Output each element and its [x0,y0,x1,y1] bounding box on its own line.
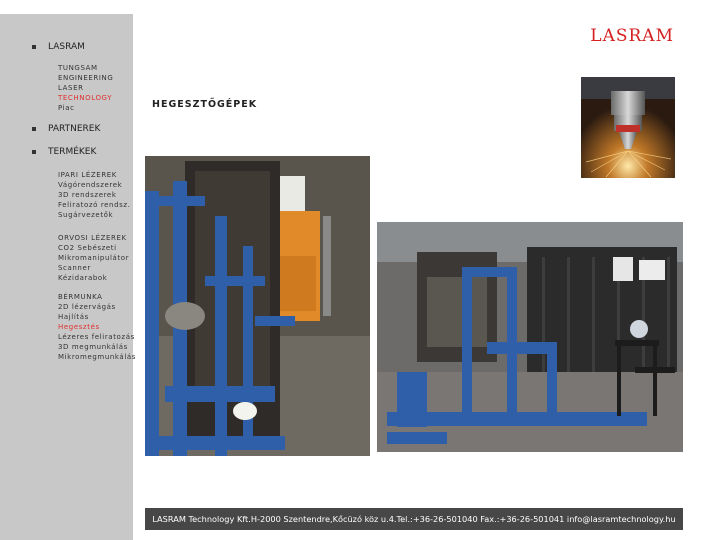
bullet-icon [32,45,36,49]
submenu-item[interactable]: CO2 Sebészeti [58,244,117,252]
laser-cutting-photo [581,77,675,178]
submenu-item-active[interactable]: Hegesztés [58,323,100,331]
submenu-heading-bermunka[interactable]: BÉRMUNKA [58,293,103,301]
submenu-item-laser[interactable]: LASER [58,84,84,92]
submenu-heading-ipari[interactable]: IPARI LÉZEREK [58,171,117,179]
nav-lasram[interactable] [48,42,85,52]
submenu-heading-orvosi[interactable]: ORVOSI LÉZEREK [58,234,127,242]
bullet-icon [32,150,36,154]
submenu-item[interactable]: Mikromegmunkálás [58,353,137,361]
submenu-orvosi [58,233,129,283]
submenu-item[interactable]: Vágórendszerek [58,181,123,189]
submenu-item[interactable]: Mikromanipulátor [58,254,130,262]
nav-partnerek-label: PARTNEREK [48,124,101,134]
welding-positioner-photo [145,156,370,456]
submenu-item-technology[interactable]: TECHNOLOGY [58,94,113,102]
submenu-item[interactable]: 3D rendszerek [58,191,117,199]
nav-termekek-label: TERMÉKEK [48,147,97,157]
submenu-item[interactable]: Lézeres feliratozás [58,333,135,341]
nav-lasram-label: LASRAM [48,42,85,52]
submenu-ipari [58,170,130,220]
submenu-item[interactable]: Hajlítás [58,313,89,321]
submenu-item[interactable]: Sugárvezetők [58,211,114,219]
submenu-item-engineering[interactable]: ENGINEERING [58,74,114,82]
bullet-icon [32,127,36,131]
nav-partnerek[interactable] [48,124,100,134]
nav-lasram-submenu [58,63,113,113]
brand-logo-text[interactable]: LASRAM [590,26,674,46]
nav-termekek[interactable] [48,147,96,157]
submenu-item[interactable]: Feliratozó rendsz. [58,201,131,209]
submenu-bermunka [58,292,136,362]
submenu-item[interactable]: 3D megmunkálás [58,343,128,351]
footer-contact-info: LASRAM Technology Kft.H-2000 Szentendre,Kőcüzó köz u.4.Tel.:+36-26-501040 Fax.:+36-26-501041 info@lasramtechnology.hu [145,508,683,530]
submenu-item[interactable]: Kézidarabok [58,274,108,282]
submenu-item-piac[interactable]: Piac [58,104,75,112]
submenu-item[interactable]: Scanner [58,264,91,272]
submenu-item[interactable]: 2D lézervágás [58,303,116,311]
welding-positioner-photo-2 [377,222,683,452]
submenu-item-tungsam[interactable]: TUNGSAM [58,64,98,72]
page-title: HEGESZTŐGÉPEK [152,99,258,110]
